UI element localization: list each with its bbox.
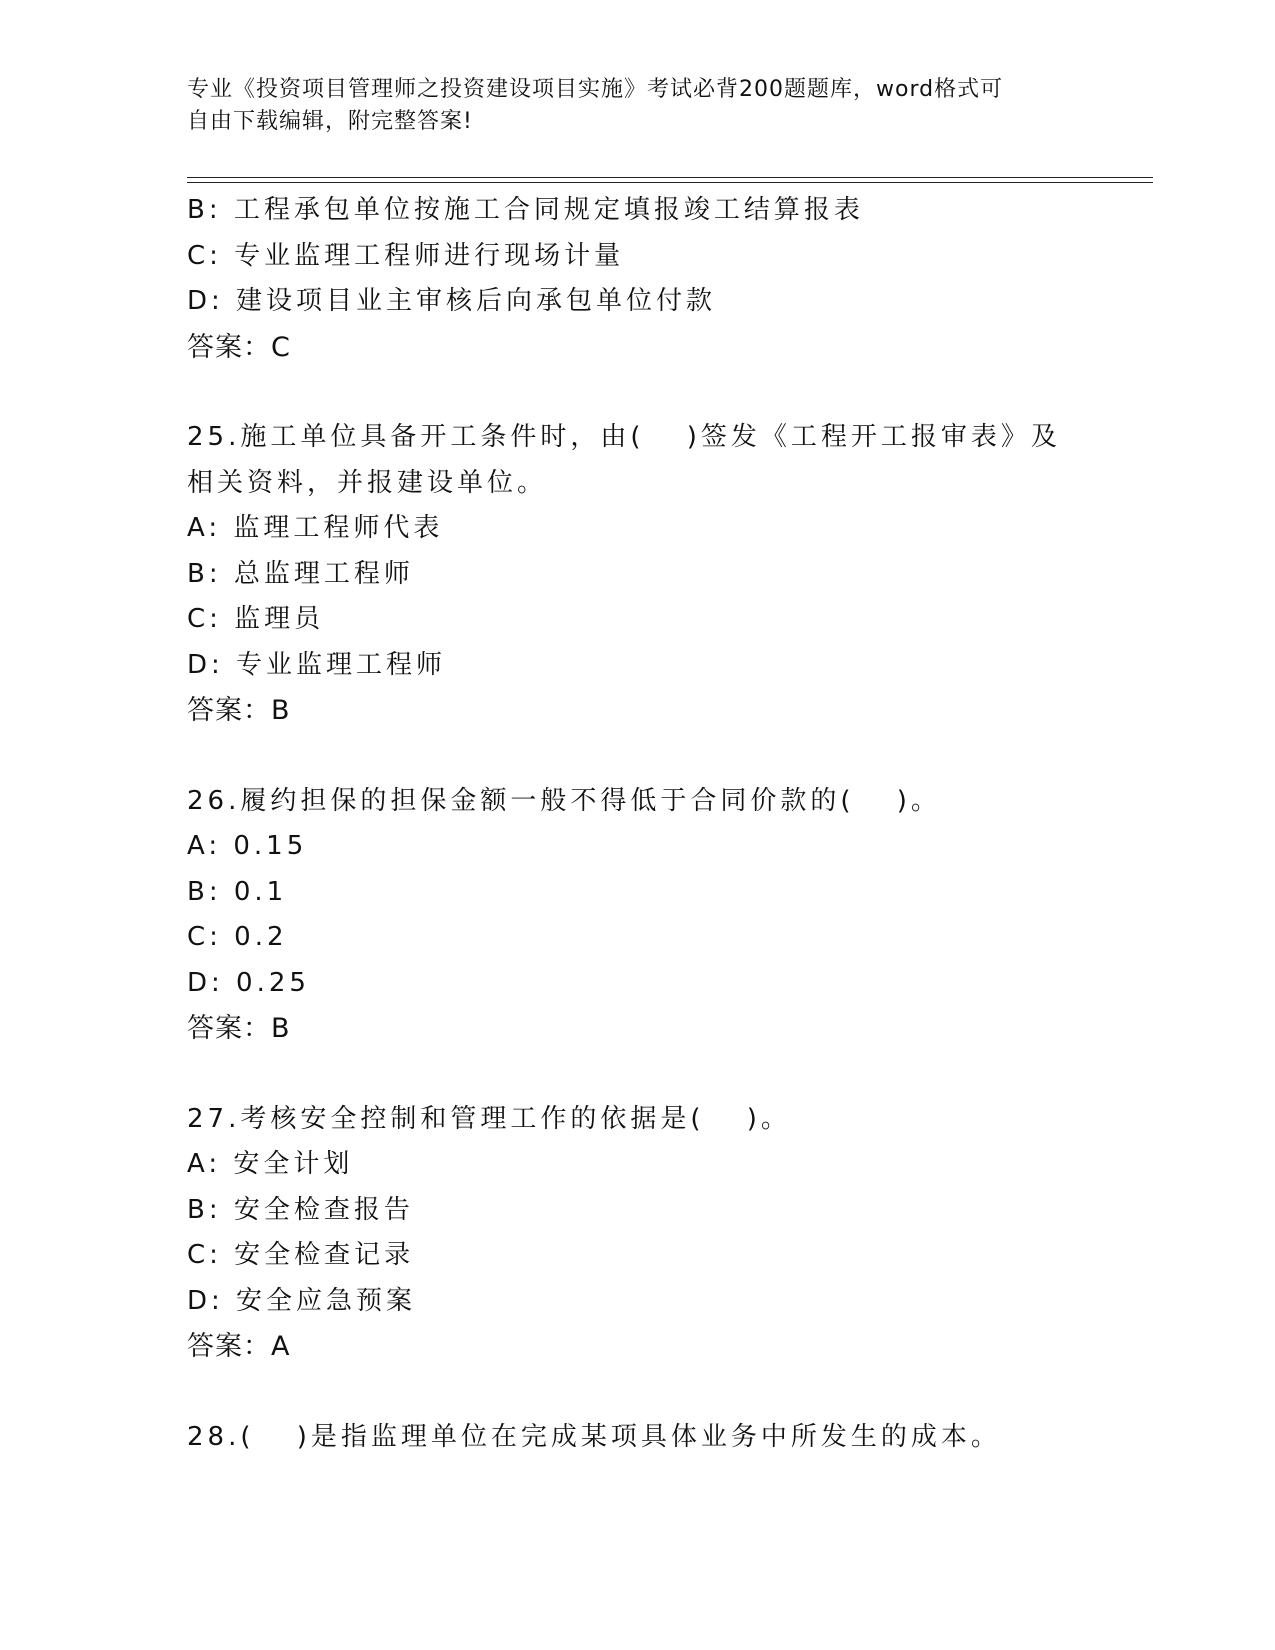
- option-c: C: 安全检查记录: [187, 1240, 415, 1270]
- question-list: [187, 188, 1087, 1460]
- answer-line: 答案：A: [187, 1331, 291, 1362]
- question-stem: 27.考核安全控制和管理工作的依据是( )。: [187, 1103, 791, 1134]
- option-b: B: 0.1: [187, 876, 288, 907]
- option-a: A: 监理工程师代表: [187, 513, 444, 543]
- option-a: A: 0.15: [187, 831, 308, 861]
- spacer: [187, 370, 1087, 415]
- option-d: D: 安全应急预案: [187, 1285, 417, 1316]
- option-b: B: 安全检查报告: [187, 1194, 414, 1225]
- option-a: A: 安全计划: [187, 1149, 354, 1179]
- spacer: [187, 1052, 1087, 1097]
- option-d: D: 专业监理工程师: [187, 649, 447, 680]
- option-b: B: 工程承包单位按施工合同规定填报竣工结算报表: [187, 195, 864, 225]
- answer-line: 答案：C: [187, 331, 291, 363]
- option-d: D: 建设项目业主审核后向承包单位付款: [187, 286, 717, 316]
- header-line-1: 专业《投资项目管理师之投资建设项目实施》考试必背200题题库，word格式可: [187, 77, 1004, 102]
- question-stem: 25.施工单位具备开工条件时，由( )签发《工程开工报审表》及相关资料，并报建设单位。: [187, 422, 1061, 498]
- question-stem: 26.履约担保的担保金额一般不得低于合同价款的( )。: [187, 785, 941, 816]
- option-d: D: 0.25: [187, 967, 310, 998]
- question-26: [187, 779, 1087, 1052]
- question-25: [187, 415, 1087, 734]
- header-divider-top: [187, 177, 1153, 178]
- option-b: B: 总监理工程师: [187, 558, 414, 589]
- question-stem: 28.( )是指监理单位在完成某项具体业务中所发生的成本。: [187, 1421, 1001, 1452]
- question-28: [187, 1415, 1087, 1461]
- answer-line: 答案：B: [187, 1013, 291, 1044]
- question-27: [187, 1097, 1087, 1370]
- option-c: C: 监理员: [187, 604, 325, 634]
- answer-line: 答案：B: [187, 695, 291, 726]
- document-header: [187, 74, 1067, 138]
- option-c: C: 专业监理工程师进行现场计量: [187, 240, 625, 271]
- header-divider-bottom: [187, 182, 1153, 183]
- spacer: [187, 1370, 1087, 1415]
- header-line-2: 自由下载编辑，附完整答案!: [187, 109, 473, 134]
- spacer: [187, 734, 1087, 779]
- partial-question: [187, 188, 1087, 370]
- option-c: C: 0.2: [187, 922, 288, 952]
